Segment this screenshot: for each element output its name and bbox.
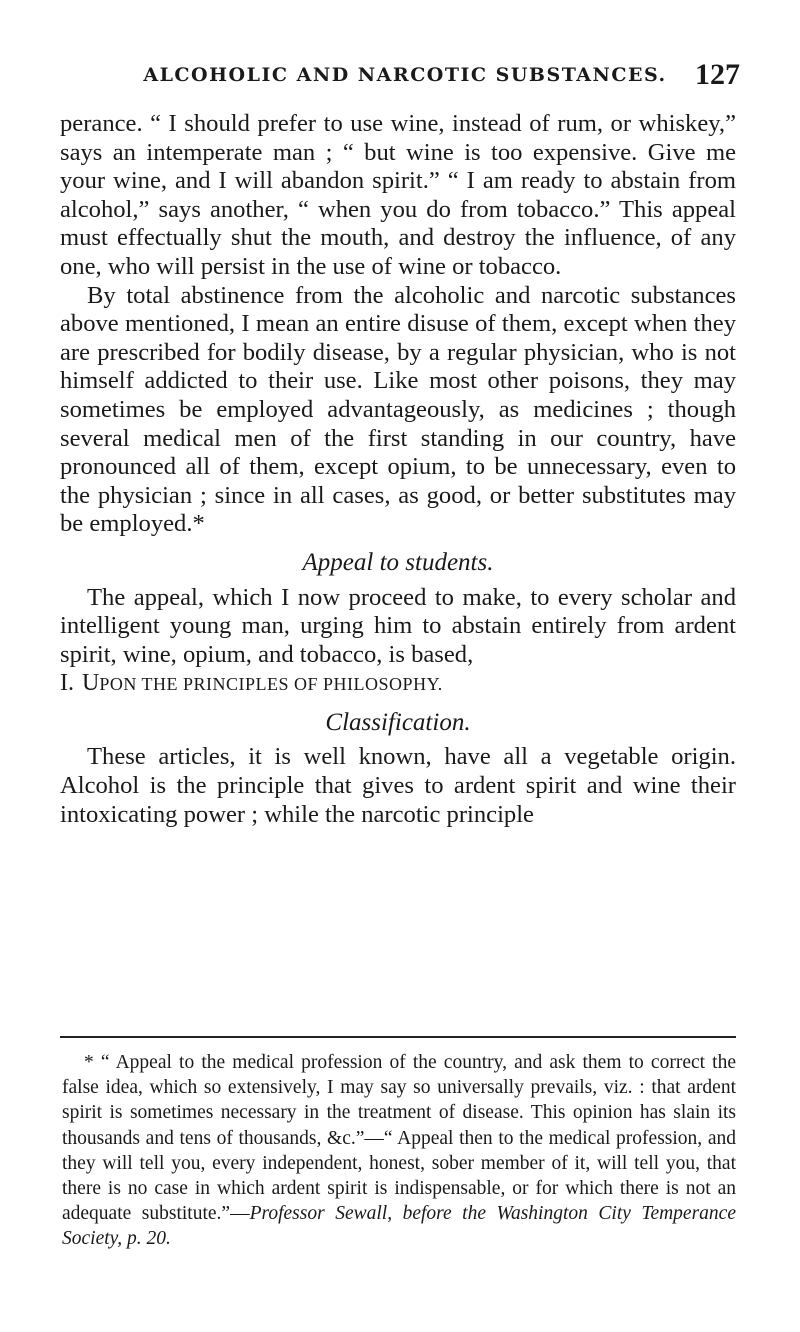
subsection-initial: U <box>82 670 100 697</box>
paragraph-classification: These articles, it is well known, have all a vegetable origin. Alcohol is the principle that gives to ardent spirit and wine their intoxicating power ; while the narcotic principle <box>60 743 736 828</box>
footnote-attribution: Professor Sewall, before the Washington City Temperance Society, p. 20. <box>62 1203 736 1250</box>
section-heading-appeal: Appeal to students. <box>302 548 494 576</box>
footnote-text: * “ Appeal to the medical profession of the country, and ask them to correct the false idea, which so extensively, I may say so universally prevails, viz. : that ardent spirit is sometimes necessary in the treatment of disease. This opinion has slain its thousands and tens of thousands, &c.”—“ Appeal then to the medical profession, and they will tell you, every independent, honest, sober member of it, will tell you, that there is no case in which ardent spirit is indispensable, or for which there is not an adequate substitute.”— <box>62 1052 736 1225</box>
page-number: 127 <box>695 58 740 91</box>
paragraph-continued: perance. “ I should prefer to use wine, instead of rum, or whiskey,” says an intemperate man ; “ but wine is too expensive. Give me your wine, and I will abandon spirit.” “ I am ready to abstain from alcohol,” says another, “ when you do from tobacco.” This appeal must effectually shut the mouth, and destroy the influence, of any one, who will persist in the use of wine or tobacco. <box>60 110 736 280</box>
subsection-title: PON THE PRINCIPLES OF PHILOSOPHY. <box>99 674 443 695</box>
section-heading-classification: Classification. <box>325 708 471 736</box>
footnote-rule <box>60 1036 736 1038</box>
body-text <box>60 110 736 829</box>
running-head <box>70 58 740 94</box>
paragraph-appeal: The appeal, which I now proceed to make, to every scholar and intelligent young man, urging him to abstain entirely from ardent spirit, wine, opium, and tobacco, is based, <box>60 583 736 668</box>
subsection-heading <box>60 669 736 699</box>
roman-numeral: I. <box>60 670 74 697</box>
footnote <box>62 1050 736 1252</box>
paragraph-abstinence: By total abstinence from the alcoholic and narcotic substances above mentioned, I mean an entire disuse of them, except when they are prescribed for bodily disease, by a regular physician, who is not himself addicted to their use. Like most other poisons, they may sometimes be employed advantageously, as medicines ; though several medical men of the first standing in our country, have pronounced all of them, except opium, to be unnecessary, even to the physician ; since in all cases, as good, or better substitutes may be employed.* <box>60 281 736 538</box>
running-title: ALCOHOLIC AND NARCOTIC SUBSTANCES. <box>143 64 667 86</box>
